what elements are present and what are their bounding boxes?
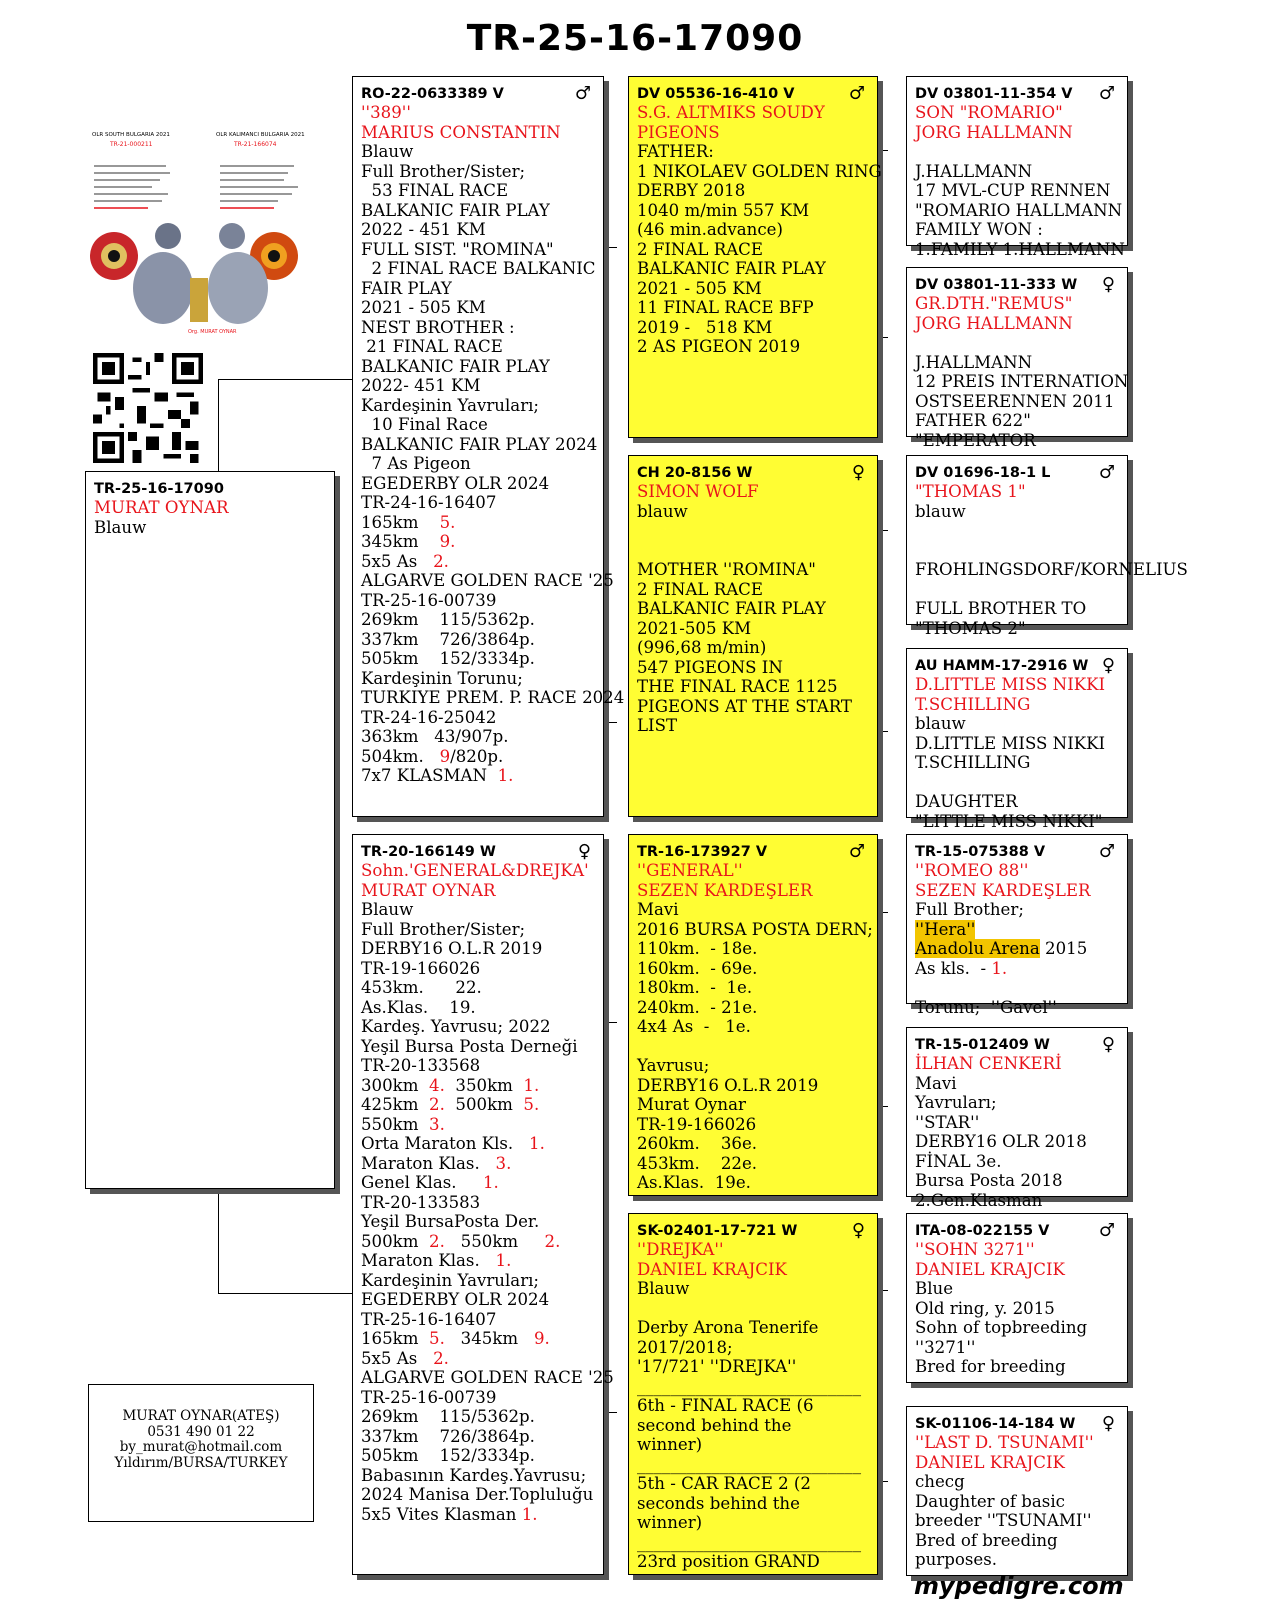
pedigree-line: OSTSEERENNEN 2011 — [915, 391, 1115, 411]
pedigree-line: NEST BROTHER : — [361, 317, 515, 337]
pedigree-line: second behind the — [637, 1415, 792, 1435]
pedigree-line: 4x4 As - 1e. — [637, 1017, 751, 1036]
pedigree-line: 453km. 22e. — [637, 1153, 758, 1173]
pedigree-line: (996,68 m/min) — [637, 638, 767, 657]
pedigree-line: FAMILY WON : — [915, 220, 1043, 239]
ring-number: TR-16-173927 V — [637, 844, 768, 860]
pedigree-line: T.SCHILLING — [915, 694, 1031, 714]
pedigree-line: EGEDERBY OLR 2024 — [361, 473, 550, 493]
pedigree-line: Yavruları; — [915, 1093, 997, 1112]
pedigree-line: TR-24-16-25042 — [361, 707, 497, 727]
ring-number: DV 03801-11-354 V — [915, 86, 1073, 102]
pedigree-line — [915, 541, 1119, 561]
pedigree-line: winner) — [637, 1435, 703, 1454]
pedigree-line: Full Brother/Sister; — [361, 919, 526, 939]
pedigree-line: blauw — [915, 714, 966, 733]
female-symbol-icon: ♀ — [851, 1220, 865, 1241]
pedigree-line: ___________________________ — [637, 1532, 862, 1552]
pedigree-line: 165km 5. 345km 9. — [361, 1329, 550, 1348]
pedigree-line: 300km 4. 350km 1. — [361, 1075, 540, 1095]
qr-code-image — [93, 353, 203, 463]
pedigree-line — [637, 1299, 869, 1319]
pedigree-line: 7x7 KLASMAN 1. — [361, 766, 514, 785]
pedigree-line — [637, 521, 869, 541]
female-symbol-icon: ♀ — [851, 462, 865, 483]
pedigree-line: EGEDERBY OLR 2024 — [361, 1290, 550, 1309]
pedigree-line: LIST — [637, 716, 678, 735]
pedigree-line: 6th - FINAL RACE (6 — [637, 1396, 814, 1415]
pedigree-line — [637, 1037, 869, 1057]
pedigree-line: 1040 m/min 557 KM — [637, 200, 810, 220]
pedigree-line: 2 AS PIGEON 2019 — [637, 337, 801, 356]
pedigree-line — [915, 333, 1119, 353]
pedigree-line: Genel Klas. 1. — [361, 1173, 499, 1192]
pedigree-line: TR-25-16-00739 — [361, 590, 497, 610]
pedigree-line: 23rd position GRAND — [637, 1552, 820, 1571]
pedigree-line: "LITTLE MISS NIKKI" — [915, 811, 1103, 831]
pedigree-line: 5x5 As 2. — [361, 551, 449, 571]
pedigree-line: JORG HALLMANN — [915, 313, 1073, 333]
ring-number: RO-22-0633389 V — [361, 86, 504, 102]
pedigree-line: winner) — [637, 1513, 703, 1532]
pedigree-line: PIGEONS AT THE START — [637, 696, 852, 716]
pedigree-line: ''3271'' — [915, 1337, 976, 1357]
pedigree-line: Full Brother/Sister; — [361, 161, 526, 181]
pedigree-line: SEZEN KARDEŞLER — [637, 880, 813, 900]
pedigree-line: blauw — [637, 501, 688, 521]
pedigree-line: 337km 726/3864p. — [361, 629, 535, 649]
sire-dam-dam-card — [906, 648, 1128, 831]
male-symbol-icon: ♂ — [1098, 1220, 1115, 1241]
pedigree-line: J.HALLMANN — [915, 352, 1033, 372]
dam-dam-dam-card — [906, 1406, 1128, 1576]
pedigree-line — [915, 580, 1119, 600]
pedigree-line: GR.DTH."REMUS" — [915, 294, 1073, 313]
pedigree-line: 2 FINAL RACE — [637, 239, 763, 259]
pedigree-line: DAUGHTER — [915, 792, 1018, 811]
ring-number: AU HAMM-17-2916 W — [915, 658, 1089, 674]
pedigree-line: Sohn of topbreeding — [915, 1318, 1088, 1337]
male-symbol-icon: ♂ — [1098, 83, 1115, 104]
connector — [877, 530, 888, 732]
pedigree-line: 500km 2. 550km 2. — [361, 1231, 561, 1251]
pedigree-line: purposes. — [915, 1550, 997, 1569]
pedigree-line: Mavi — [637, 900, 679, 919]
pedigree-line: FAIR PLAY — [361, 278, 452, 298]
pedigree-line: 165km 5. — [361, 512, 456, 532]
pedigree-line: TR-20-133583 — [361, 1192, 481, 1212]
pedigree-line: Maraton Klas. 1. — [361, 1251, 512, 1270]
pedigree-line: Blauw — [94, 517, 147, 537]
pedigree-line: "THOMAS 2" — [915, 618, 1026, 638]
pedigree-line: ''ROMEO 88'' — [915, 861, 1029, 880]
pedigree-line: 53 FINAL RACE — [361, 181, 509, 200]
pedigree-line: Kardeşinin Yavruları; — [361, 395, 540, 415]
pedigree-line: "EMPERATOR — [915, 430, 1036, 450]
pedigree-line: Bred of breeding — [915, 1530, 1058, 1550]
pedigree-line: ''Hera'' — [915, 919, 976, 939]
pedigree-line: Yeşil Bursa Posta Derneği — [361, 1036, 578, 1056]
owner-phone: 0531 490 01 22 — [147, 1423, 255, 1440]
sire-dam-sire-card — [906, 455, 1188, 638]
pedigree-line: TR-19-166026 — [361, 958, 481, 978]
pedigree-line: Mavi — [915, 1073, 957, 1093]
pedigree-line: ''DREJKA'' — [637, 1240, 724, 1259]
pedigree-line: 110km. - 18e. — [637, 939, 758, 958]
pedigree-line: FİNAL 3e. — [915, 1151, 1002, 1171]
pedigree-line: ''SOHN 3271'' — [915, 1240, 1035, 1259]
pedigree-line: DANIEL KRAJCIK — [915, 1259, 1065, 1279]
pedigree-line: (46 min.advance) — [637, 220, 783, 239]
pedigree-line: FULL BROTHER TO — [915, 599, 1087, 618]
connector — [218, 1190, 353, 1294]
pedigree-line: checg — [915, 1472, 965, 1491]
pedigree-line: 2.Gen.Klasman — [915, 1190, 1043, 1210]
pedigree-line: DERBY16 O.L.R 2019 — [361, 939, 543, 958]
pedigree-line: D.LITTLE MISS NIKKI — [915, 675, 1106, 694]
connector — [877, 1290, 888, 1482]
pedigree-line: Anadolu Arena 2015 — [915, 939, 1088, 958]
pedigree-line: SIMON WOLF — [637, 482, 759, 501]
pedigree-line: 7 As Pigeon — [361, 454, 471, 473]
pedigree-line: As.Klas. 19. — [361, 997, 476, 1017]
pedigree-line: İLHAN CENKERİ — [915, 1054, 1062, 1073]
sire-sire-dam-card — [906, 267, 1129, 450]
dam-dam-card — [628, 1213, 878, 1575]
pedigree-line: DERBY 2018 — [637, 181, 746, 200]
pedigree-line: 5x5 Vites Klasman 1. — [361, 1504, 538, 1524]
pedigree-line: 11 FINAL RACE BFP — [637, 298, 814, 317]
pedigree-line: Sohn.'GENERAL&DREJKA' — [361, 861, 589, 880]
pedigree-line: BALKANIC FAIR PLAY — [361, 200, 550, 220]
connector — [218, 379, 353, 479]
pedigree-line: FATHER: — [637, 142, 714, 161]
pedigree-line: MURAT OYNAR — [361, 880, 496, 900]
pedigree-line: Kardeş. Yavrusu; 2022 — [361, 1017, 551, 1036]
pedigree-line: As kls. - 1. — [915, 958, 1008, 978]
pedigree-line: Full Brother; — [915, 900, 1024, 919]
pedigree-line: Blauw — [361, 142, 414, 161]
female-symbol-icon: ♀ — [1101, 655, 1115, 676]
connector — [604, 1022, 617, 1413]
pedigree-line — [915, 142, 1119, 162]
pedigree-line — [637, 541, 869, 561]
pedigree-line: 2 FINAL RACE — [637, 579, 763, 599]
pedigree-line: Daughter of basic — [915, 1491, 1065, 1511]
pedigree-line: Old ring, y. 2015 — [915, 1298, 1055, 1318]
pedigree-line: Torunu; ''Gavel'' — [915, 997, 1057, 1017]
ring-number: DV 01696-18-1 L — [915, 465, 1051, 481]
ring-number: TR-15-075388 V — [915, 844, 1046, 860]
pedigree-line: ''LAST D. TSUNAMI'' — [915, 1433, 1094, 1452]
owner-address: Yıldırım/BURSA/TURKEY — [114, 1454, 288, 1471]
male-symbol-icon: ♂ — [1098, 462, 1115, 483]
pedigree-line: 505km 152/3334p. — [361, 649, 535, 668]
pedigree-line: 269km 115/5362p. — [361, 610, 535, 629]
dam-sire-dam-card — [906, 1027, 1128, 1210]
pedigree-line: ''GENERAL'' — [637, 861, 743, 880]
pedigree-line: D.LITTLE MISS NIKKI — [915, 733, 1106, 753]
pedigree-line: Yavrusu; — [637, 1056, 710, 1075]
page-title: TR-25-16-17090 — [466, 18, 804, 59]
pedigree-line: DERBY16 O.L.R 2019 — [637, 1075, 819, 1095]
pedigree-line — [915, 773, 1119, 793]
pedigree-line: SON "ROMARIO" — [915, 103, 1063, 122]
pedigree-line: TR-25-16-00739 — [361, 1387, 497, 1407]
owner-contact-box — [88, 1384, 314, 1522]
pedigree-line: 2016 BURSA POSTA DERN; — [637, 919, 873, 939]
pedigree-line: MURAT OYNAR — [94, 498, 229, 517]
pedigree-line: Babasının Kardeş.Yavrusu; — [361, 1465, 587, 1485]
pedigree-line: 337km 726/3864p. — [361, 1426, 535, 1446]
pedigree-line: 240km. - 21e. — [637, 997, 758, 1017]
pedigree-line: Blue — [915, 1279, 954, 1298]
pedigree-line: 505km 152/3334p. — [361, 1446, 535, 1465]
pedigree-line: FULL SIST. "ROMINA" — [361, 239, 554, 259]
subject-pigeon-card — [85, 471, 335, 1189]
ring-number: SK-02401-17-721 W — [637, 1223, 798, 1239]
pedigree-line: 17 MVL-CUP RENNEN — [915, 181, 1111, 200]
pedigree-line: 2022 - 451 KM — [361, 220, 486, 239]
pedigree-line: TR-24-16-16407 — [361, 493, 497, 512]
male-symbol-icon: ♂ — [848, 841, 865, 862]
sire-sire-sire-card — [906, 76, 1128, 259]
ring-number: ITA-08-022155 V — [915, 1223, 1050, 1239]
svg-text:OLR KALIMANCI BULGARIA 2021: OLR KALIMANCI BULGARIA 2021 — [216, 132, 305, 138]
pedigree-line: "THOMAS 1" — [915, 482, 1026, 501]
pedigree-line: As.Klas. 19e. — [637, 1173, 751, 1192]
pedigree-line: 2021 - 505 KM — [361, 298, 486, 317]
pedigree-line: BALKANIC FAIR PLAY — [361, 356, 550, 376]
pedigree-line: J.HALLMANN — [915, 161, 1033, 181]
race-poster-image — [88, 128, 310, 338]
pedigree-line: 504km. 9/820p. — [361, 746, 504, 766]
dam-dam-sire-card — [906, 1213, 1128, 1383]
pedigree-line: 2021 - 505 KM — [637, 278, 762, 298]
dam-sire-card — [628, 834, 878, 1196]
pedigree-line: JORG HALLMANN — [915, 122, 1073, 142]
pedigree-line: Kardeşinin Yavruları; — [361, 1270, 540, 1290]
pedigree-line: 2019 - 518 KM — [637, 317, 773, 337]
pedigree-line: BALKANIC FAIR PLAY — [637, 259, 826, 278]
pedigree-line: 453km. 22. — [361, 978, 482, 997]
connector — [877, 912, 888, 1107]
male-symbol-icon: ♂ — [1098, 841, 1115, 862]
pedigree-line: breeder ''TSUNAMI'' — [915, 1511, 1092, 1530]
pedigree-line: 345km 9. — [361, 532, 456, 551]
pedigree-line: Bursa Posta 2018 — [915, 1171, 1063, 1190]
pedigree-line: 1 NIKOLAEV GOLDEN RING — [637, 161, 882, 181]
pedigree-line: THE FINAL RACE 1125 — [637, 677, 838, 696]
pedigree-line: MARIUS CONSTANTIN — [361, 122, 561, 142]
pedigree-line: ___________________________ — [637, 1454, 862, 1474]
ring-number: SK-01106-14-184 W — [915, 1416, 1076, 1432]
pedigree-line: DANIEL KRAJCIK — [915, 1452, 1065, 1472]
pedigree-line: 2022- 451 KM — [361, 376, 481, 395]
pedigree-line: T.SCHILLING — [915, 753, 1031, 772]
pedigree-line: "ROMARIO HALLMANN — [915, 200, 1123, 220]
pedigree-line: SEZEN KARDEŞLER — [915, 880, 1091, 900]
pedigree-line: 550km 3. — [361, 1114, 445, 1134]
pedigree-line: blauw — [915, 501, 966, 521]
ring-number: DV 05536-16-410 V — [637, 86, 795, 102]
owner-email[interactable]: by_murat@hotmail.com — [119, 1439, 283, 1455]
pedigree-line: 425km 2. 500km 5. — [361, 1095, 540, 1114]
pedigree-line: 260km. 36e. — [637, 1134, 758, 1153]
male-symbol-icon: ♂ — [848, 83, 865, 104]
female-symbol-icon: ♀ — [577, 841, 591, 862]
pedigree-line: FATHER 622" — [915, 411, 1031, 430]
dam-sire-sire-card — [906, 834, 1128, 1017]
pedigree-line: 269km 115/5362p. — [361, 1407, 535, 1426]
pedigree-line: TR-19-166026 — [637, 1114, 757, 1134]
footer-brand: mypedigre.com — [914, 1572, 1124, 1600]
svg-text:TR-21-000211: TR-21-000211 — [110, 141, 153, 148]
pedigree-line: Yeşil BursaPosta Der. — [361, 1212, 540, 1231]
pedigree-line: 547 PIGEONS IN — [637, 657, 783, 677]
pedigree-line: DANIEL KRAJCIK — [637, 1259, 787, 1279]
ring-number: DV 03801-11-333 W — [915, 277, 1078, 293]
pedigree-line: 5x5 As 2. — [361, 1348, 449, 1368]
pedigree-line: Bred for breeding — [915, 1357, 1066, 1376]
pedigree-line: 2024 Manisa Der.Topluluğu — [361, 1485, 594, 1504]
male-symbol-icon: ♂ — [574, 83, 591, 104]
pedigree-line: BALKANIC FAIR PLAY 2024 — [361, 434, 598, 454]
pedigree-line — [915, 978, 1119, 998]
female-symbol-icon: ♀ — [1101, 274, 1115, 295]
pedigree-line: 12 PREIS INTERNATION — [915, 372, 1129, 391]
pedigree-line: 180km. - 1e. — [637, 978, 753, 997]
ring-number: TR-25-16-17090 — [94, 481, 224, 497]
pedigree-line: 21 FINAL RACE — [361, 337, 503, 356]
pedigree-line: BALKANIC FAIR PLAY — [637, 599, 826, 618]
pedigree-line: 160km. - 69e. — [637, 958, 758, 978]
svg-text:OLR SOUTH BULGARIA 2021: OLR SOUTH BULGARIA 2021 — [92, 132, 170, 138]
connector — [604, 247, 617, 723]
pedigree-line: DERBY16 OLR 2018 — [915, 1132, 1087, 1151]
sire-dam-card — [628, 455, 878, 817]
ring-number: TR-15-012409 W — [915, 1037, 1050, 1053]
pedigree-line: ALGARVE GOLDEN RACE '25 — [361, 571, 614, 590]
dam-card — [352, 834, 614, 1575]
pedigree-line: seconds behind the — [637, 1493, 800, 1513]
pedigree-line: ALGARVE GOLDEN RACE '25 — [361, 1368, 614, 1387]
ring-number: TR-20-166149 W — [361, 844, 496, 860]
pedigree-line: FROHLINGSDORF/KORNELIUS — [915, 560, 1188, 579]
pedigree-line: ''STAR'' — [915, 1112, 980, 1132]
pedigree-line: Derby Arona Tenerife — [637, 1318, 819, 1337]
pedigree-line: ___________________________ — [637, 1376, 862, 1396]
pedigree-line: S.G. ALTMIKS SOUDY — [637, 103, 825, 122]
pedigree-line: Maraton Klas. 3. — [361, 1153, 512, 1173]
pedigree-line: 363km 43/907p. — [361, 727, 509, 746]
pedigree-line — [915, 521, 1119, 541]
pedigree-line: 5th - CAR RACE 2 (2 — [637, 1474, 811, 1493]
pedigree-line: 2 FINAL RACE BALKANIC — [361, 259, 596, 278]
pedigree-line: ''389'' — [361, 103, 411, 122]
pedigree-line: PIGEONS — [637, 122, 720, 142]
svg-text:Org. MURAT OYNAR: Org. MURAT OYNAR — [188, 329, 237, 335]
pedigree-line: Orta Maraton Kls. 1. — [361, 1134, 545, 1153]
female-symbol-icon: ♀ — [1101, 1413, 1115, 1434]
pedigree-line: Blauw — [361, 900, 414, 919]
female-symbol-icon: ♀ — [1101, 1034, 1115, 1055]
pedigree-line: TR-20-133568 — [361, 1056, 481, 1075]
owner-name: MURAT OYNAR(ATEŞ) — [122, 1408, 280, 1424]
pedigree-line: TR-25-16-16407 — [361, 1309, 497, 1329]
sire-card — [352, 76, 625, 817]
pedigree-line: 2021-505 KM — [637, 618, 752, 638]
pedigree-line: Murat Oynar — [637, 1095, 746, 1114]
pedigree-line: 2017/2018; — [637, 1337, 733, 1357]
sire-sire-card — [628, 76, 882, 438]
pedigree-line: Blauw — [637, 1279, 690, 1298]
ring-number: CH 20-8156 W — [637, 465, 753, 481]
pedigree-line: TURKIYE PREM. P. RACE 2024 — [361, 688, 625, 707]
pedigree-line: MOTHER ''ROMINA" — [637, 560, 816, 579]
pedigree-line: 10 Final Race — [361, 415, 488, 434]
pedigree-line: Kardeşinin Torunu; — [361, 668, 523, 688]
svg-text:TR-21-166074: TR-21-166074 — [234, 141, 277, 148]
pedigree-line: '17/721' ''DREJKA'' — [637, 1357, 797, 1376]
pedigree-line: 1.FAMILY 1.HALLMANN — [915, 239, 1125, 259]
